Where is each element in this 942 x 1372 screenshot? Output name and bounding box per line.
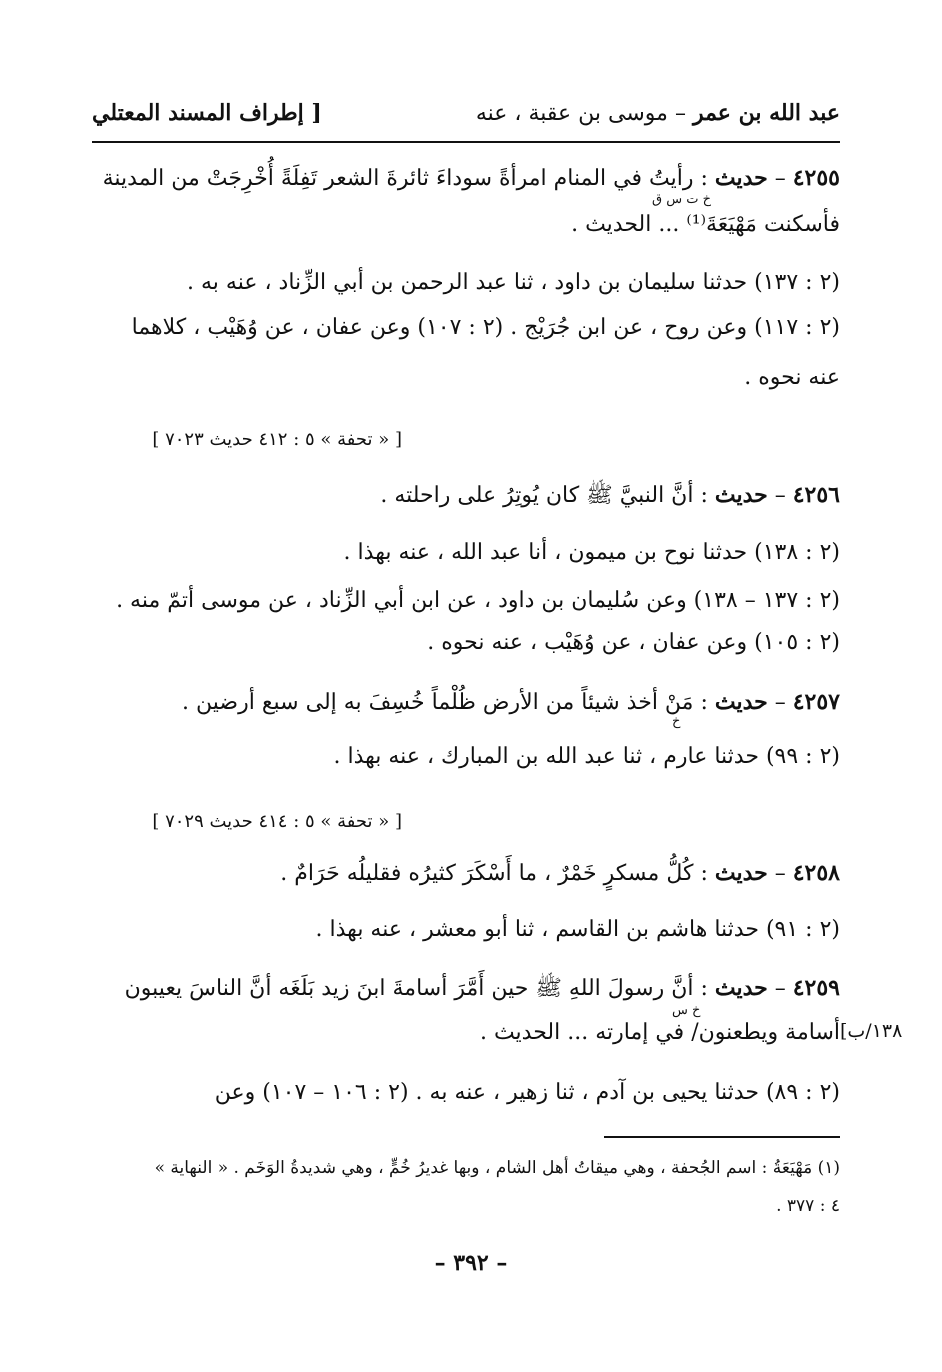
hadith-4255-source-3: عنه نحوه . [744, 365, 840, 390]
hadith-text: : كُلُّ مسكرٍ خَمْرٌ ، ما أَسْكَرَ كثيرُه فقليلُه حَرَامٌ . [280, 861, 715, 886]
hadith-text: : مَنْ أخذ شيئاً من الأرض ظُلْماً خُسِفَ به إلى سبع أرضين . [182, 690, 715, 715]
folio-margin-note: [١٣٨/ب [840, 1020, 903, 1042]
hadith-keyword: حديث [714, 689, 768, 715]
hadith-4257-sigla: خ [672, 714, 681, 729]
hadith-4255-tuhfa-ref: [ « تحفة » ٥ : ٤١٢ حديث ٧٠٢٣ ] [152, 429, 402, 450]
hadith-keyword: حديث [714, 165, 768, 191]
hadith-keyword: حديث [714, 975, 768, 1001]
header-chapter-bold: عبد الله بن عمر [692, 100, 840, 126]
hadith-4259-line-1: ٤٢٥٩ – حديث : أنَّ رسولَ اللهِ ﷺ حين أَمَّرَ أسامةَ ابنَ زيد بَلَغَه أنَّ الناسَ يعيبون [124, 975, 840, 1001]
hadith-4256-source-3: (٢ : ١٠٥) وعن عفان ، عن وُهَيْب ، عنه نحوه . [427, 630, 840, 655]
hadith-4259-line-2: أسامة ويطعنون/ في إمارته ... الحديث . [479, 1020, 840, 1045]
footnote-line-2: ٤ : ٣٧٧ . [776, 1196, 840, 1216]
hadith-text: : أنَّ النبيَّ ﷺ كان يُوتِرُ على راحلته . [380, 483, 715, 508]
hadith-4255-sigla: خ ت س ق [652, 192, 711, 207]
hadith-number: ٤٢٥٨ [792, 860, 840, 886]
header-chapter-rest: – موسى بن عقبة ، عنه [475, 101, 693, 126]
hadith-4257-source-1: (٢ : ٩٩) حدثنا عارم ، ثنا عبد الله بن المبارك ، عنه بهذا . [333, 744, 840, 769]
running-header [92, 100, 840, 136]
hadith-number: ٤٢٥٩ [792, 975, 840, 1001]
hadith-4259-sigla: خ س [672, 1003, 701, 1018]
hadith-4256-line-1: ٤٢٥٦ – حديث : أنَّ النبيَّ ﷺ كان يُوتِرُ على راحلته . [380, 482, 840, 508]
hadith-4258-line-1: ٤٢٥٨ – حديث : كُلُّ مسكرٍ خَمْرٌ ، ما أَسْكَرَ كثيرُه فقليلُه حَرَامٌ . [280, 860, 840, 886]
hadith-4258-source-1: (٢ : ٩١) حدثنا هاشم بن القاسم ، ثنا أبو معشر ، عنه بهذا . [315, 917, 840, 942]
hadith-4255-line-2: فأسكنت مَهْيَعَةَ⁽¹⁾ ... الحديث . [571, 212, 840, 237]
footnote-line-1: (١) مَهْيَعَةُ : اسم الجُحفة ، وهي ميقاتُ أهل الشام ، وبها غديرُ خُمٍّ ، وهي شديدةُ الوَخَم . « النهاية » [154, 1158, 840, 1178]
header-book-title: [ إطراف المسند المعتلي [92, 100, 322, 126]
footnote-rule [604, 1136, 840, 1138]
header-rule [92, 141, 840, 143]
header-chapter-title [476, 100, 840, 126]
hadith-4259-source-1: (٢ : ٨٩) حدثنا يحيى بن آدم ، ثنا زهير ، عنه به . (٢ : ١٠٦ – ١٠٧) وعن [214, 1080, 840, 1105]
hadith-number: ٤٢٥٧ [792, 689, 840, 715]
hadith-text: : رأيتُ في المنام امرأةً سوداءَ ثائرةَ الشعر تَفِلَةً أُخْرِجَتْ من المدينة [102, 166, 715, 191]
hadith-4255-source-1: (٢ : ١٣٧) حدثنا سليمان بن داود ، ثنا عبد الرحمن بن أبي الزِّناد ، عنه به . [187, 270, 840, 295]
hadith-keyword: حديث [714, 860, 768, 886]
hadith-4257-line-1: ٤٢٥٧ – حديث : مَنْ أخذ شيئاً من الأرض ظُلْماً خُسِفَ به إلى سبع أرضين . [182, 689, 840, 715]
hadith-4257-tuhfa-ref: [ « تحفة » ٥ : ٤١٤ حديث ٧٠٢٩ ] [152, 811, 402, 832]
hadith-number: ٤٢٥٦ [792, 482, 840, 508]
hadith-4256-source-2: (٢ : ١٣٧ – ١٣٨) وعن سُليمان بن داود ، عن ابن أبي الزِّناد ، عن موسى أتمّ منه . [116, 588, 840, 613]
hadith-keyword: حديث [714, 482, 768, 508]
hadith-4255-line-1: ٤٢٥٥ – حديث : رأيتُ في المنام امرأةً سوداءَ ثائرةَ الشعر تَفِلَةً أُخْرِجَتْ من المدينة [102, 165, 840, 191]
hadith-4255-source-2: (٢ : ١١٧) وعن روح ، عن ابن جُرَيْج . (٢ : ١٠٧) وعن عفان ، عن وُهَيْب ، كلاهما [131, 315, 840, 340]
hadith-4256-source-1: (٢ : ١٣٨) حدثنا نوح بن ميمون ، أنا عبد الله ، عنه بهذا . [343, 540, 840, 565]
page-number: – ٣٩٢ – [434, 1250, 508, 1276]
hadith-number: ٤٢٥٥ [792, 165, 840, 191]
hadith-text: : أنَّ رسولَ اللهِ ﷺ حين أَمَّرَ أسامةَ ابنَ زيد بَلَغَه أنَّ الناسَ يعيبون [124, 976, 715, 1001]
